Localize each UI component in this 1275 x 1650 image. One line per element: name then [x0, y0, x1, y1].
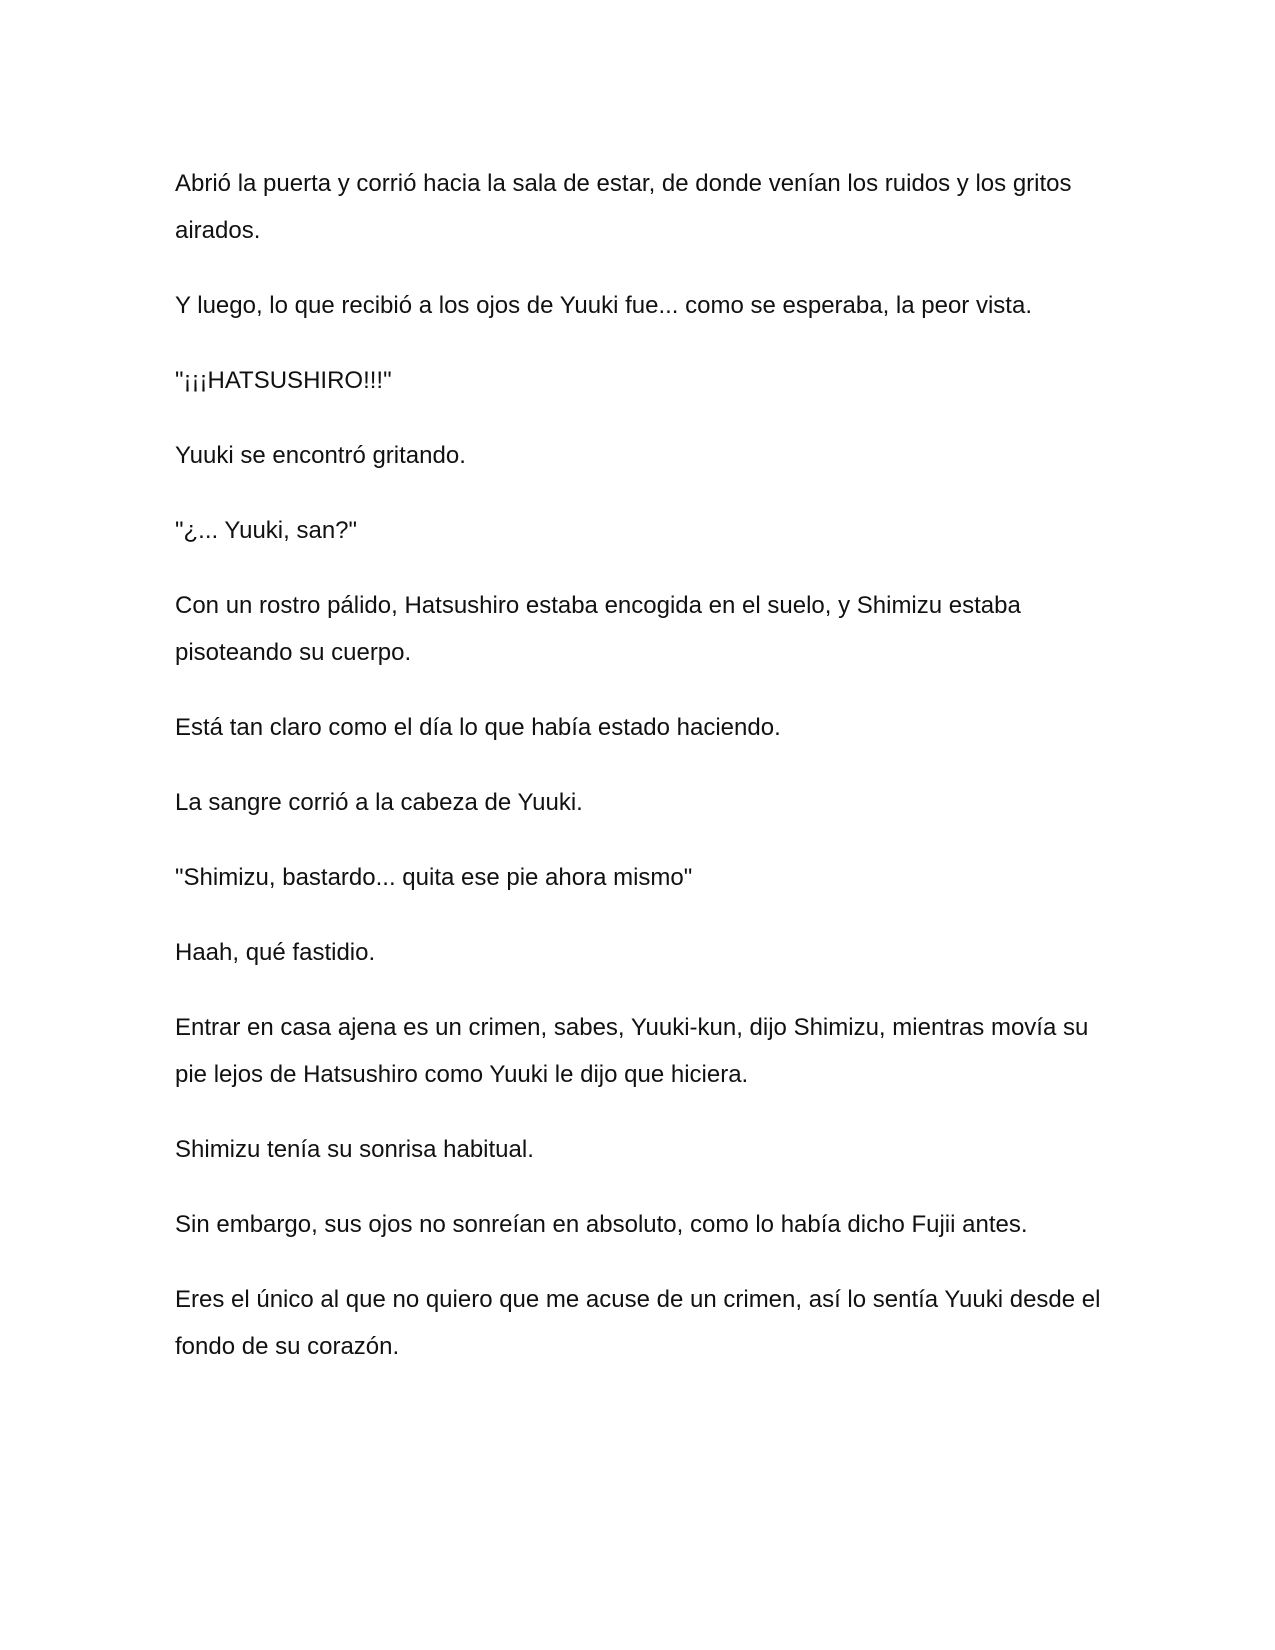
paragraph: Está tan claro como el día lo que había estado haciendo. — [175, 714, 781, 741]
paragraph: Eres el único al que no quiero que me acuse de un crimen, así lo sentía Yuuki desde el fondo de su corazón. — [175, 1286, 1101, 1360]
paragraph: "¿... Yuuki, san?" — [175, 517, 358, 544]
paragraph: Entrar en casa ajena es un crimen, sabes, Yuuki-kun, dijo Shimizu, mientras movía su pie lejos de Hatsushiro como Yuuki le dijo que hiciera. — [175, 1014, 1089, 1088]
document-body — [175, 160, 1105, 1398]
paragraph: La sangre corrió a la cabeza de Yuuki. — [175, 789, 583, 816]
paragraph: "¡¡¡HATSUSHIRO!!!" — [175, 367, 392, 394]
paragraph: "Shimizu, bastardo... quita ese pie ahora mismo" — [175, 864, 693, 891]
paragraph: Con un rostro pálido, Hatsushiro estaba encogida en el suelo, y Shimizu estaba pisoteando su cuerpo. — [175, 592, 1021, 666]
paragraph: Sin embargo, sus ojos no sonreían en absoluto, como lo había dicho Fujii antes. — [175, 1211, 1028, 1238]
paragraph: Yuuki se encontró gritando. — [175, 442, 466, 469]
paragraph: Haah, qué fastidio. — [175, 939, 376, 966]
paragraph: Abrió la puerta y corrió hacia la sala de estar, de donde venían los ruidos y los gritos airados. — [175, 170, 1072, 244]
paragraph: Shimizu tenía su sonrisa habitual. — [175, 1136, 534, 1163]
paragraph: Y luego, lo que recibió a los ojos de Yuuki fue... como se esperaba, la peor vista. — [175, 292, 1032, 319]
